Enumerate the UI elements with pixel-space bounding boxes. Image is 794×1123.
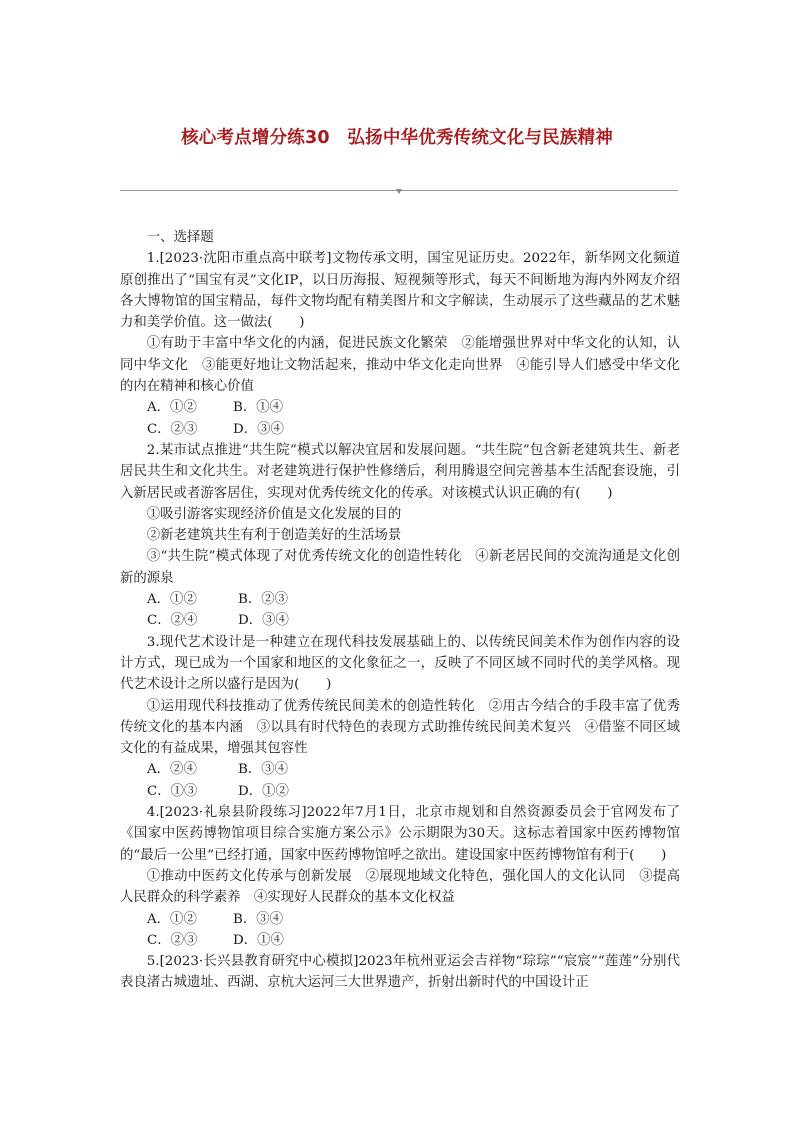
question-4-options-row-1 <box>147 909 680 930</box>
option-a[interactable]: A．①② <box>147 400 197 416</box>
question-3-options-row-2 <box>147 781 680 802</box>
option-c[interactable]: C．②④ <box>147 613 198 629</box>
question-3-options-row-1 <box>147 759 680 780</box>
option-b[interactable]: B．③④ <box>238 762 289 778</box>
question-1-options-row-2 <box>147 419 680 440</box>
question-4-stem: 4.[2023·礼泉县阶段练习]2022年7月1日，北京市规划和自然资源委员会于官网发布了《国家中医药博物馆项目综合实施方案公示》公示期限为30天。这标志着国家中医药博物馆的“最后一公里”已经打通，国家中医药博物馆呼之欲出。建设国家中医药博物馆有利于( ) <box>120 805 680 863</box>
question-1-stem: 1.[2023·沈阳市重点高中联考]文物传承文明，国宝见证历史。2022年，新华网文化频道原创推出了“国宝有灵”文化IP，以日历海报、短视频等形式，每天不间断地为海内外网友介绍各大博物馆的国宝精品，每件文物均配有精美图片和文字解读，生动展示了这些藏品的艺术魅力和美学价值。这一做法( ) <box>120 251 680 331</box>
question-3-statements: ①运用现代科技推动了优秀传统民间美术的创造性转化 ②用古今结合的手段丰富了优秀传统文化的基本内涵 ③以具有时代特色的表现方式助推传统民间美术复兴 ④借鉴不同区域文化的有益成果，增强其包容性 <box>120 698 680 757</box>
question-5-stem: 5.[2023·长兴县教育研究中心模拟]2023年杭州亚运会吉祥物“琮琮”“宸宸”“莲莲”分别代表良渚古城遗址、西湖、京杭大运河三大世界遗产，折射出新时代的中国设计正 <box>120 954 680 991</box>
option-a[interactable]: A．①② <box>147 592 197 608</box>
option-b[interactable]: B．②③ <box>238 592 289 608</box>
option-d[interactable]: D．①④ <box>233 932 284 948</box>
option-d[interactable]: D．①② <box>238 783 289 799</box>
option-a[interactable]: A．①② <box>147 911 197 927</box>
question-4-options-row-2 <box>147 930 680 951</box>
option-b[interactable]: B．①④ <box>233 400 284 416</box>
option-b[interactable]: B．③④ <box>233 911 284 927</box>
divider-triangle-icon <box>396 189 402 194</box>
question-2-options-row-2 <box>147 610 680 631</box>
question-2-stem: 2.某市试点推进“共生院”模式以解决宜居和发展问题。“共生院”包含新老建筑共生、新老居民共生和文化共生。对老建筑进行保护性修缮后，利用腾退空间完善基本生活配套设施，引入新居民或者游客居住，实现对优秀传统文化的传承。对该模式认识正确的有( ) <box>120 442 680 501</box>
question-1-options-row-1 <box>147 397 680 418</box>
question-2-statement-2: ②新老建筑共生有利于创造美好的生活场景 <box>146 528 402 544</box>
option-a[interactable]: A．②④ <box>147 762 197 778</box>
page-title: 核心考点增分练30 弘扬中华优秀传统文化与民族精神 <box>181 128 613 148</box>
question-1-statements: ①有助于丰富中华文化的内涵，促进民族文化繁荣 ②能增强世界对中华文化的认知，认同中华文化 ③能更好地让文物活起来，推动中华文化走向世界 ④能引导人们感受中华文化的内在精神和核心价值 <box>120 336 680 395</box>
question-2-statement-3: ③“共生院”模式体现了对优秀传统文化的创造性转化 ④新老居民间的交流沟通是文化创新的源泉 <box>120 549 680 586</box>
question-2-options-row-1 <box>147 589 680 610</box>
option-c[interactable]: C．①③ <box>147 783 198 799</box>
option-d[interactable]: D．③④ <box>233 421 284 437</box>
option-c[interactable]: C．②③ <box>147 932 198 948</box>
question-4-statements: ①推动中医药文化传承与创新发展 ②展现地域文化特色，强化国人的文化认同 ③提高人民群众的科学素养 ④实现好人民群众的基本文化权益 <box>120 868 680 906</box>
section-heading: 一、选择题 <box>146 230 214 245</box>
question-3-stem: 3.现代艺术设计是一种建立在现代科技发展基础上的、以传统民间美术作为创作内容的设计方式，现已成为一个国家和地区的文化象征之一，反映了不同区域不同时代的美学风格。现代艺术设计之所以盛行是因为( ) <box>120 634 680 693</box>
option-c[interactable]: C．②③ <box>147 421 198 437</box>
question-content <box>120 227 680 994</box>
question-2-statement-1: ①吸引游客实现经济价值是文化发展的目的 <box>146 506 402 522</box>
option-d[interactable]: D．③④ <box>238 613 289 629</box>
